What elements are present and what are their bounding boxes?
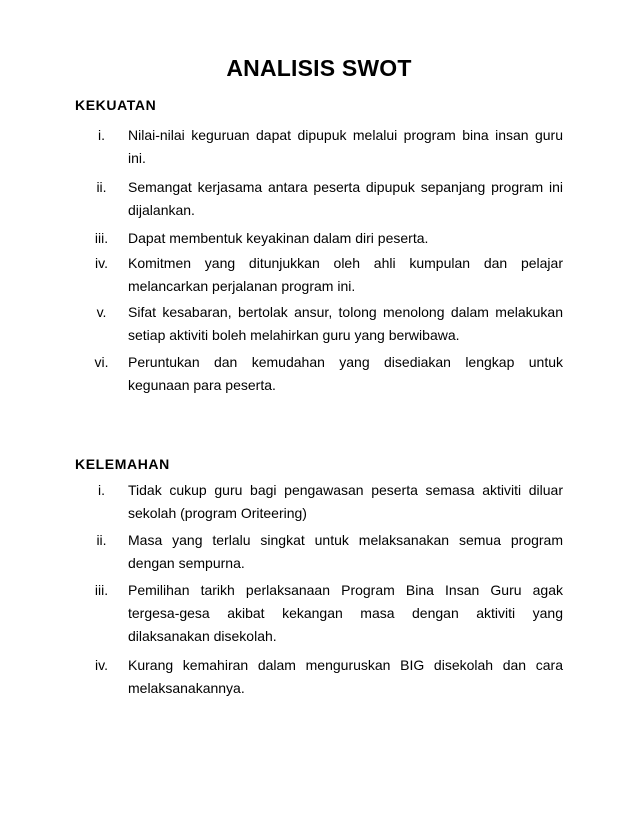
section-heading-kelemahan: KELEMAHAN [75, 456, 170, 472]
list-item [75, 654, 563, 700]
list-item [75, 124, 563, 170]
list-item [75, 252, 563, 298]
list-item-text: Sifat kesabaran, bertolak ansur, tolong menolong dalam melakukan setiap aktiviti boleh melahirkan guru yang berwibawa. [128, 304, 563, 343]
list-item [75, 529, 563, 575]
list-item-text: Dapat membentuk keyakinan dalam diri peserta. [128, 230, 429, 246]
list-item-number: v. [96, 304, 107, 320]
list-item-text: Tidak cukup guru bagi pengawasan peserta semasa aktiviti diluar sekolah (program Oriteering) [128, 482, 563, 521]
list-item [75, 176, 563, 222]
list-item-text: Masa yang terlalu singkat untuk melaksanakan semua program dengan sempurna. [128, 532, 563, 571]
list-item-text: Komitmen yang ditunjukkan oleh ahli kumpulan dan pelajar melancarkan perjalanan program ini. [128, 255, 563, 294]
list-item-number: iv. [95, 657, 108, 673]
list-item-text: Pemilihan tarikh perlaksanaan Program Bina Insan Guru agak tergesa-gesa akibat kekangan masa dengan aktiviti yang dilaksanakan disekolah. [128, 582, 563, 644]
list-item-number: ii. [96, 179, 107, 195]
list-item-number: i. [98, 482, 105, 498]
list-item [75, 351, 563, 397]
list-item-text: Peruntukan dan kemudahan yang disediakan lengkap untuk kegunaan para peserta. [128, 354, 563, 393]
list-item-text: Kurang kemahiran dalam menguruskan BIG disekolah dan cara melaksanakannya. [128, 657, 563, 696]
list-item [75, 301, 563, 347]
list-item [75, 227, 563, 250]
list-item-number: vi. [94, 354, 109, 370]
list-item [75, 479, 563, 525]
page-title: ANALISIS SWOT [226, 55, 412, 81]
list-item-text: Nilai-nilai keguruan dapat dipupuk melalui program bina insan guru ini. [128, 127, 563, 166]
list-item-number: iii. [94, 582, 109, 598]
list-item-text: Semangat kerjasama antara peserta dipupuk sepanjang program ini dijalankan. [128, 179, 563, 218]
list-item-number: ii. [96, 532, 107, 548]
list-item-number: iii. [94, 230, 109, 246]
list-item [75, 579, 563, 648]
list-item-number: iv. [95, 255, 108, 271]
section-heading-kekuatan: KEKUATAN [75, 97, 157, 113]
list-item-number: i. [98, 127, 105, 143]
